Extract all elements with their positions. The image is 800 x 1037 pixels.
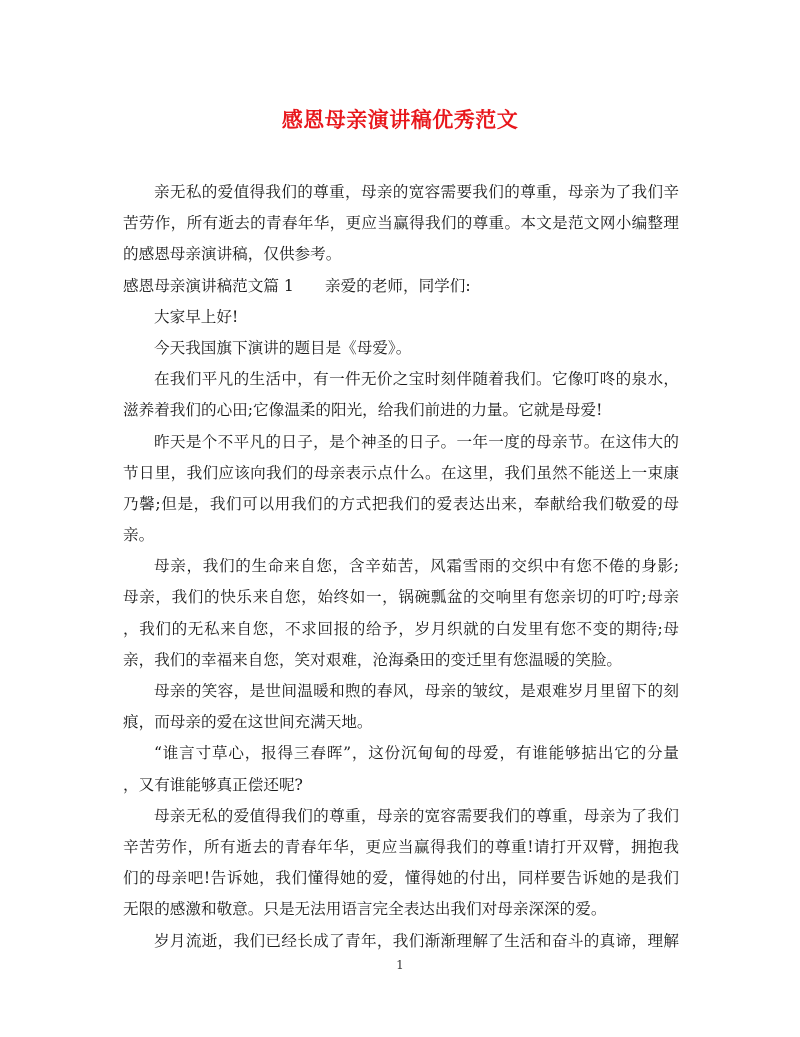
paragraph-line: 无限的感激和敬意。只是无法用语言完全表达出我们对母亲深深的爱。 — [123, 900, 607, 919]
paragraph-line: 滋养着我们的心田;它像温柔的阳光，给我们前进的力量。它就是母爱! — [123, 401, 603, 420]
paragraph-line: “谁言寸草心，报得三春晖”，这份沉甸甸的母爱，有谁能够掂出它的分量 — [154, 744, 679, 763]
document-body — [123, 177, 679, 957]
intro-line: 的感恩母亲演讲稿，仅供参考。 — [123, 245, 342, 264]
paragraph-line: 大家早上好! — [154, 307, 239, 326]
paragraph-line: ，又有谁能够真正偿还呢? — [123, 775, 303, 794]
paragraph-line: ，我们的无私来自您，不求回报的给予，岁月织就的白发里有您不变的期待;母 — [123, 619, 679, 638]
page-number: 1 — [396, 958, 404, 972]
section-title: 感恩母亲演讲稿范文篇 1 — [123, 276, 294, 295]
paragraph-line: 痕，而母亲的爱在这世间充满天地。 — [123, 713, 373, 732]
salutation: 亲爱的老师，同学们: — [325, 276, 471, 295]
paragraph-line: 母亲的笑容，是世间温暖和煦的春风，母亲的皱纹，是艰难岁月里留下的刻 — [154, 682, 679, 700]
paragraph-line: 母亲，我们的快乐来自您，始终如一，锅碗瓢盆的交响里有您亲切的叮咛;母亲 — [123, 588, 679, 607]
intro-line: 苦劳作，所有逝去的青春年华，更应当赢得我们的尊重。本文是范文网小编整理 — [123, 214, 679, 233]
intro-line: 亲无私的爱值得我们的尊重，母亲的宽容需要我们的尊重，母亲为了我们辛 — [154, 183, 679, 201]
paragraph-line: 岁月流逝，我们已经长成了青年，我们渐渐理解了生活和奋斗的真谛，理解 — [154, 931, 679, 950]
paragraph-line: 辛苦劳作，所有逝去的青春年华，更应当赢得我们的尊重!请打开双臂，拥抱我 — [123, 837, 679, 856]
section-heading-row — [123, 271, 679, 302]
paragraph-line: 今天我国旗下演讲的题目是《母爱》。 — [154, 338, 412, 357]
paragraph-line: 母亲，我们的生命来自您，含辛茹苦，风霜雪雨的交织中有您不倦的身影; — [154, 557, 679, 576]
paragraph-line: 亲。 — [123, 526, 155, 545]
document-title: 感恩母亲演讲稿优秀范文 — [281, 107, 519, 132]
paragraph-line: 亲，我们的幸福来自您，笑对艰难，沧海桑田的变迁里有您温暖的笑脸。 — [123, 650, 623, 669]
paragraph-line: 乃馨;但是，我们可以用我们的方式把我们的爱表达出来，奉献给我们敬爱的母 — [123, 494, 679, 513]
paragraph-line: 们的母亲吧!告诉她，我们懂得她的爱，懂得她的付出，同样要告诉她的是我们 — [123, 869, 679, 888]
paragraph-line: 母亲无私的爱值得我们的尊重，母亲的宽容需要我们的尊重，母亲为了我们 — [154, 806, 679, 825]
paragraph-line: 昨天是个不平凡的日子，是个神圣的日子。一年一度的母亲节。在这伟大的 — [154, 432, 679, 451]
paragraph-line: 节日里，我们应该向我们的母亲表示点什么。在这里，我们虽然不能送上一束康 — [123, 463, 679, 482]
paragraph-line: 在我们平凡的生活中，有一件无价之宝时刻伴随着我们。它像叮咚的泉水， — [154, 370, 679, 389]
